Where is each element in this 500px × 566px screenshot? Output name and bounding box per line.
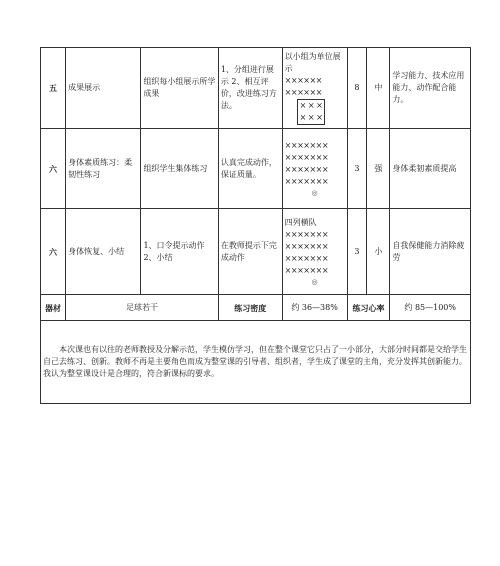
content-cell: 身体恢复、小结: [66, 209, 141, 295]
table-row: [41, 295, 471, 321]
formation-row: ×××××××: [284, 241, 329, 251]
goal-cell: 自我保健能力消除疲劳: [390, 209, 471, 295]
formation-label: 四列横队: [284, 217, 317, 227]
formation-row: ×××××××: [284, 253, 329, 263]
formation-row: ××××××: [284, 88, 322, 97]
intensity-cell: 强: [367, 129, 390, 209]
formation-row: × × ×: [299, 101, 323, 110]
count-cell: 3: [347, 209, 367, 295]
formation-row: ×××××××: [284, 152, 329, 162]
method-cell: 在教师提示下完成动作: [218, 209, 282, 295]
teacher-position-icon: ◎: [311, 277, 318, 286]
formation-row: ×××××××: [284, 176, 329, 186]
table-row: [41, 48, 471, 129]
formation-row: ××××××: [284, 76, 322, 85]
heart-rate-value: 约 85—100%: [390, 295, 471, 321]
section-number: 六: [41, 129, 66, 209]
count-cell: 3: [347, 129, 367, 209]
formation-row: ×××××××: [284, 229, 329, 239]
equipment-value: 足球若干: [66, 295, 219, 321]
section-number: 六: [41, 209, 66, 295]
organization-cell: 组织学生集体练习: [141, 129, 218, 209]
formation-row: ×××××××: [284, 164, 329, 174]
table-row: [41, 209, 471, 295]
intensity-cell: 中: [367, 48, 390, 129]
heart-rate-label: 练习心率: [347, 295, 390, 321]
intensity-cell: 小: [367, 209, 390, 295]
formation-group-box: [297, 99, 326, 125]
formation-cell: [282, 129, 347, 209]
goal-cell: 学习能力、技术应用能力、动作配合能力。: [390, 48, 471, 129]
formation-row: ×××××××: [284, 265, 329, 275]
formation-cell: [282, 48, 347, 129]
formation-row: ×××××××: [284, 140, 329, 150]
density-label: 练习密度: [218, 295, 282, 321]
lesson-plan-table: [40, 47, 471, 404]
formation-cell: [282, 209, 347, 295]
table-row: [41, 129, 471, 209]
count-cell: 8: [347, 48, 367, 129]
method-cell: 1、分组进行展示 2、相互评价，改进练习方法。: [218, 48, 282, 129]
equipment-label: 器材: [41, 295, 66, 321]
formation-label: 以小组为单位展示: [284, 52, 341, 73]
density-value: 约 36—38%: [282, 295, 347, 321]
organization-cell: 1、口令提示动作 2、小结: [141, 209, 218, 295]
table-row: [41, 321, 471, 404]
formation-row: × × ×: [299, 113, 323, 122]
organization-cell: 组织每小组展示所学成果: [141, 48, 218, 129]
lesson-summary: 本次课也有以往的老师教授及分解示范，学生模仿学习，但在整个课堂它只占了一小部分，大部分时间都是交给学生自己去练习、创新。教师不再是主要角色而成为整堂课的引导者、组织者，学生成了课堂的主角，充分发挥其创新能力。我认为整堂课设计是合理的，符合新课标的要求。: [41, 321, 471, 404]
teacher-position-icon: ◎: [311, 188, 318, 197]
goal-cell: 身体柔韧素质提高: [390, 129, 471, 209]
method-cell: 认真完成动作，保证质量。: [218, 129, 282, 209]
content-cell: 成果展示: [66, 48, 141, 129]
content-cell: 身体素质练习：柔韧性练习: [66, 129, 141, 209]
section-number: 五: [41, 48, 66, 129]
